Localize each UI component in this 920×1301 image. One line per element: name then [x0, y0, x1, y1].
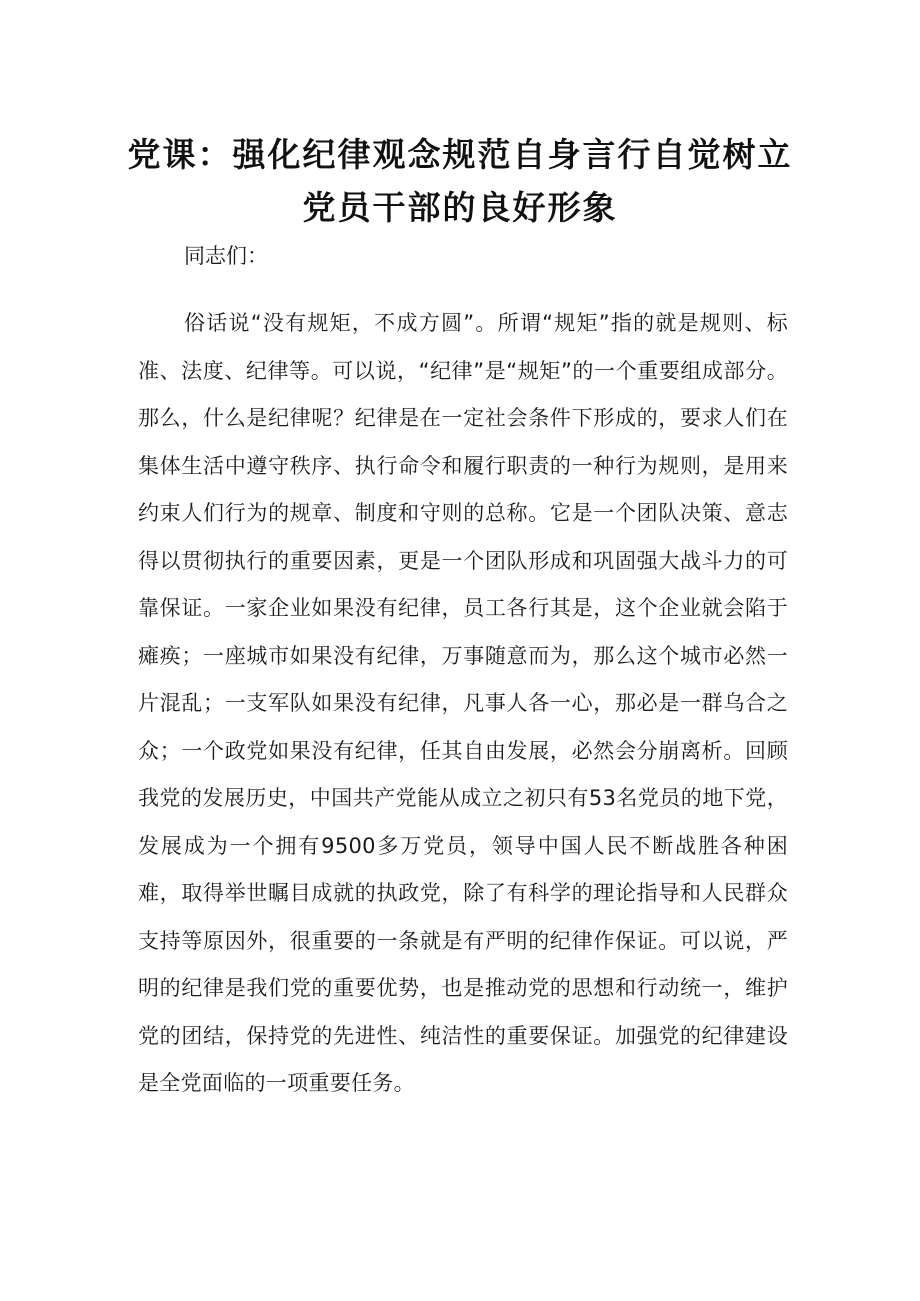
- greeting: 同志们：: [184, 244, 268, 268]
- document-title: 党课：强化纪律观念规范自身言行自觉树立党员干部的良好形象: [127, 135, 793, 227]
- body-paragraph: 俗话说“没有规矩，不成方圆”。所谓“规矩”指的就是规则、标准、法度、纪律等。可以说，“纪律”是“规矩”的一个重要组成部分。那么，什么是纪律呢？纪律是在一定社会条件下形成的，要求人们在集体生活中遵守秩序、执行命令和履行职责的一种行为规则，是用来约束人们行为的规章、制度和守则的总称。它是一个团队决策、意志得以贯彻执行的重要因素，更是一个团队形成和巩固强大战斗力的可靠保证。一家企业如果没有纪律，员工各行其是，这个企业就会陷于瘫痪；一座城市如果没有纪律，万事随意而为，那么这个城市必然一片混乱；一支军队如果没有纪律，凡事人各一心，那必是一群乌合之众；一个政党如果没有纪律，任其自由发展，必然会分崩离析。回顾我党的发展历史，中国共产党能从成立之初只有53名党员的地下党，发展成为一个拥有9500多万党员，领导中国人民不断战胜各种困难，取得举世瞩目成就的执政党，除了有科学的理论指导和人民群众支持等原因外，很重要的一条就是有严明的纪律作保证。可以说，严明的纪律是我们党的重要优势，也是推动党的思想和行动统一，维护党的团结，保持党的先进性、纯洁性的重要保证。加强党的纪律建设是全党面临的一项重要任务。: [138, 311, 788, 1095]
